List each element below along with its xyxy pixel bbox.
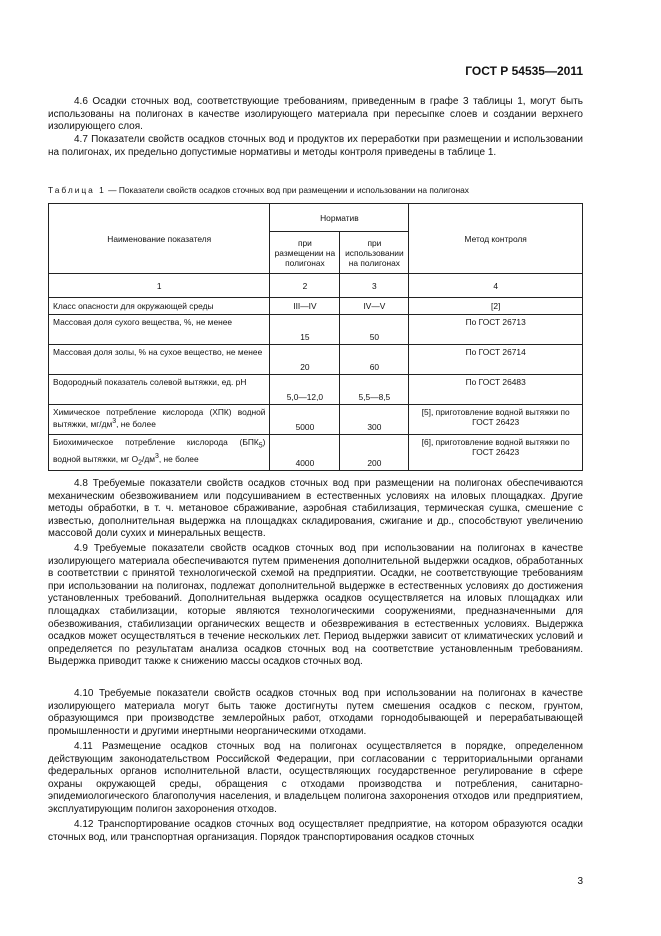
paragraph-4-11: 4.11 Размещение осадков сточных вод на полигонах осуществляется в порядке, определенном действующим законодательством Российской Федерации, при согласовании с территориальными органами федеральных органов исполнительной власти, осуществляющих государственное регулирование в сфере охраны окружающей среды, обращения с отходами производства и потребления, санитарно-эпидемиологического благополучия населения, и владельцем полигона захоронения отходов или предприятием, эксплуатирующим полигон захоронения отходов. xyxy=(48,741,583,815)
table-row: Химическое потребление кислорода (ХПК) водной вытяжки, $мг/дм^3$, не более 5000 300 [5], приготовление водной вытяжки по ГОСТ 26423 xyxy=(49,405,583,435)
table-row: Биохимическое потребление кислорода $(БПК_5)$ водной вытяжки, мг $О_2/дм^3$, не более 4000 200 [6], приготовление водной вытяжки по ГОСТ 26423 xyxy=(49,435,583,471)
document-header: ГОСТ Р 54535—2011 xyxy=(465,64,583,78)
page-number: 3 xyxy=(577,876,583,887)
table-row: Водородный показатель солевой вытяжки, ед. pH 5,0—12,0 5,5—8,5 По ГОСТ 26483 xyxy=(49,375,583,405)
column-header-norm: Норматив xyxy=(270,204,409,232)
table-row: Массовая доля сухого вещества, %, не менее 15 50 По ГОСТ 26713 xyxy=(49,315,583,345)
paragraph-4-9: 4.9 Требуемые показатели свойств осадков сточных вод при использовании на полигонах в качестве изолирующего материала обеспечиваются путем применения дополнительной выдержки осадков, обработанных в соответствии с принятой технологической схемой на предприятии. Осадки, не соответствующие требованиям при использовании на полигонах, подлежат дополнительной выдержке в естественных условиях до достижения установленных требований. Дополнительная выдержка осадков осуществляется на иловых площадках или площадках стабилизации, которые являются технологическими сооружениями, предназначенными для обезвоживания, стабилизации органических веществ и обезвреживания в естественных условиях. Выдержка осадков может осуществляться в течение нескольких лет. Период выдержки зависит от климатических условий и определяется по результатам анализа осадков сточных вод на соответствие установленным требованиям. Выдержка приводит также к снижению массы осадков сточных вод. xyxy=(48,543,583,668)
column-header-use: при использовании на полигонах xyxy=(340,232,409,274)
table-row: Массовая доля золы, % на сухое вещество, не менее 20 60 По ГОСТ 26714 xyxy=(49,345,583,375)
column-header-name: Наименование показателя xyxy=(49,204,270,274)
table-caption: Таблица 1 — Показатели свойств осадков сточных вод при размещении и использовании на полигонах xyxy=(48,185,469,195)
paragraph-4-10: 4.10 Требуемые показатели свойств осадков сточных вод при использовании на полигонах в качестве изолирующего материала могут быть также достигнуты путем смешения осадков с песком, грунтом, образующимся при производстве землеройных работ, отходами горнодобывающей и перерабатывающей промышленности и другими инертными неорганическими отходами. xyxy=(48,688,583,737)
column-header-placement: при размещении на полигонах xyxy=(270,232,340,274)
table-row: Класс опасности для окружающей среды III—IV IV—V [2] xyxy=(49,298,583,315)
paragraph-4-7: 4.7 Показатели свойств осадков сточных вод и продуктов их переработки при размещении и использовании на полигонах, их предельно допустимые нормативы и методы контроля приведены в таблице 1. xyxy=(48,134,583,158)
paragraph-4-6: 4.6 Осадки сточных вод, соответствующие требованиям, приведенным в графе 3 таблицы 1, могут быть использованы на полигонах в качестве изолирующего материала при пересыпке слоев и создании верхнего изолирующего слоя. xyxy=(48,96,583,133)
column-header-method: Метод контроля xyxy=(409,204,583,274)
indicators-table xyxy=(48,203,583,471)
paragraph-4-12: 4.12 Транспортирование осадков сточных вод осуществляет предприятие, на котором образуются осадки сточных вод, или транспортная организация. Порядок транспортирования осадков сточных xyxy=(48,819,583,843)
column-numbers-row: 1 2 3 4 xyxy=(49,274,583,298)
paragraph-4-8: 4.8 Требуемые показатели свойств осадков сточных вод при размещении на полигонах обеспечиваются механическим обезвоживанием или подсушиванием в естественных условиях на иловых площадках. Другие методы обработки, в т. ч. метановое сбраживание, аэробная стабилизация, термическая сушка, смешение с известью, дополнительная выдержка на площадках складирования, сжигание и др., способствуют увеличению массовой доли сухих и минеральных веществ. xyxy=(48,478,583,540)
